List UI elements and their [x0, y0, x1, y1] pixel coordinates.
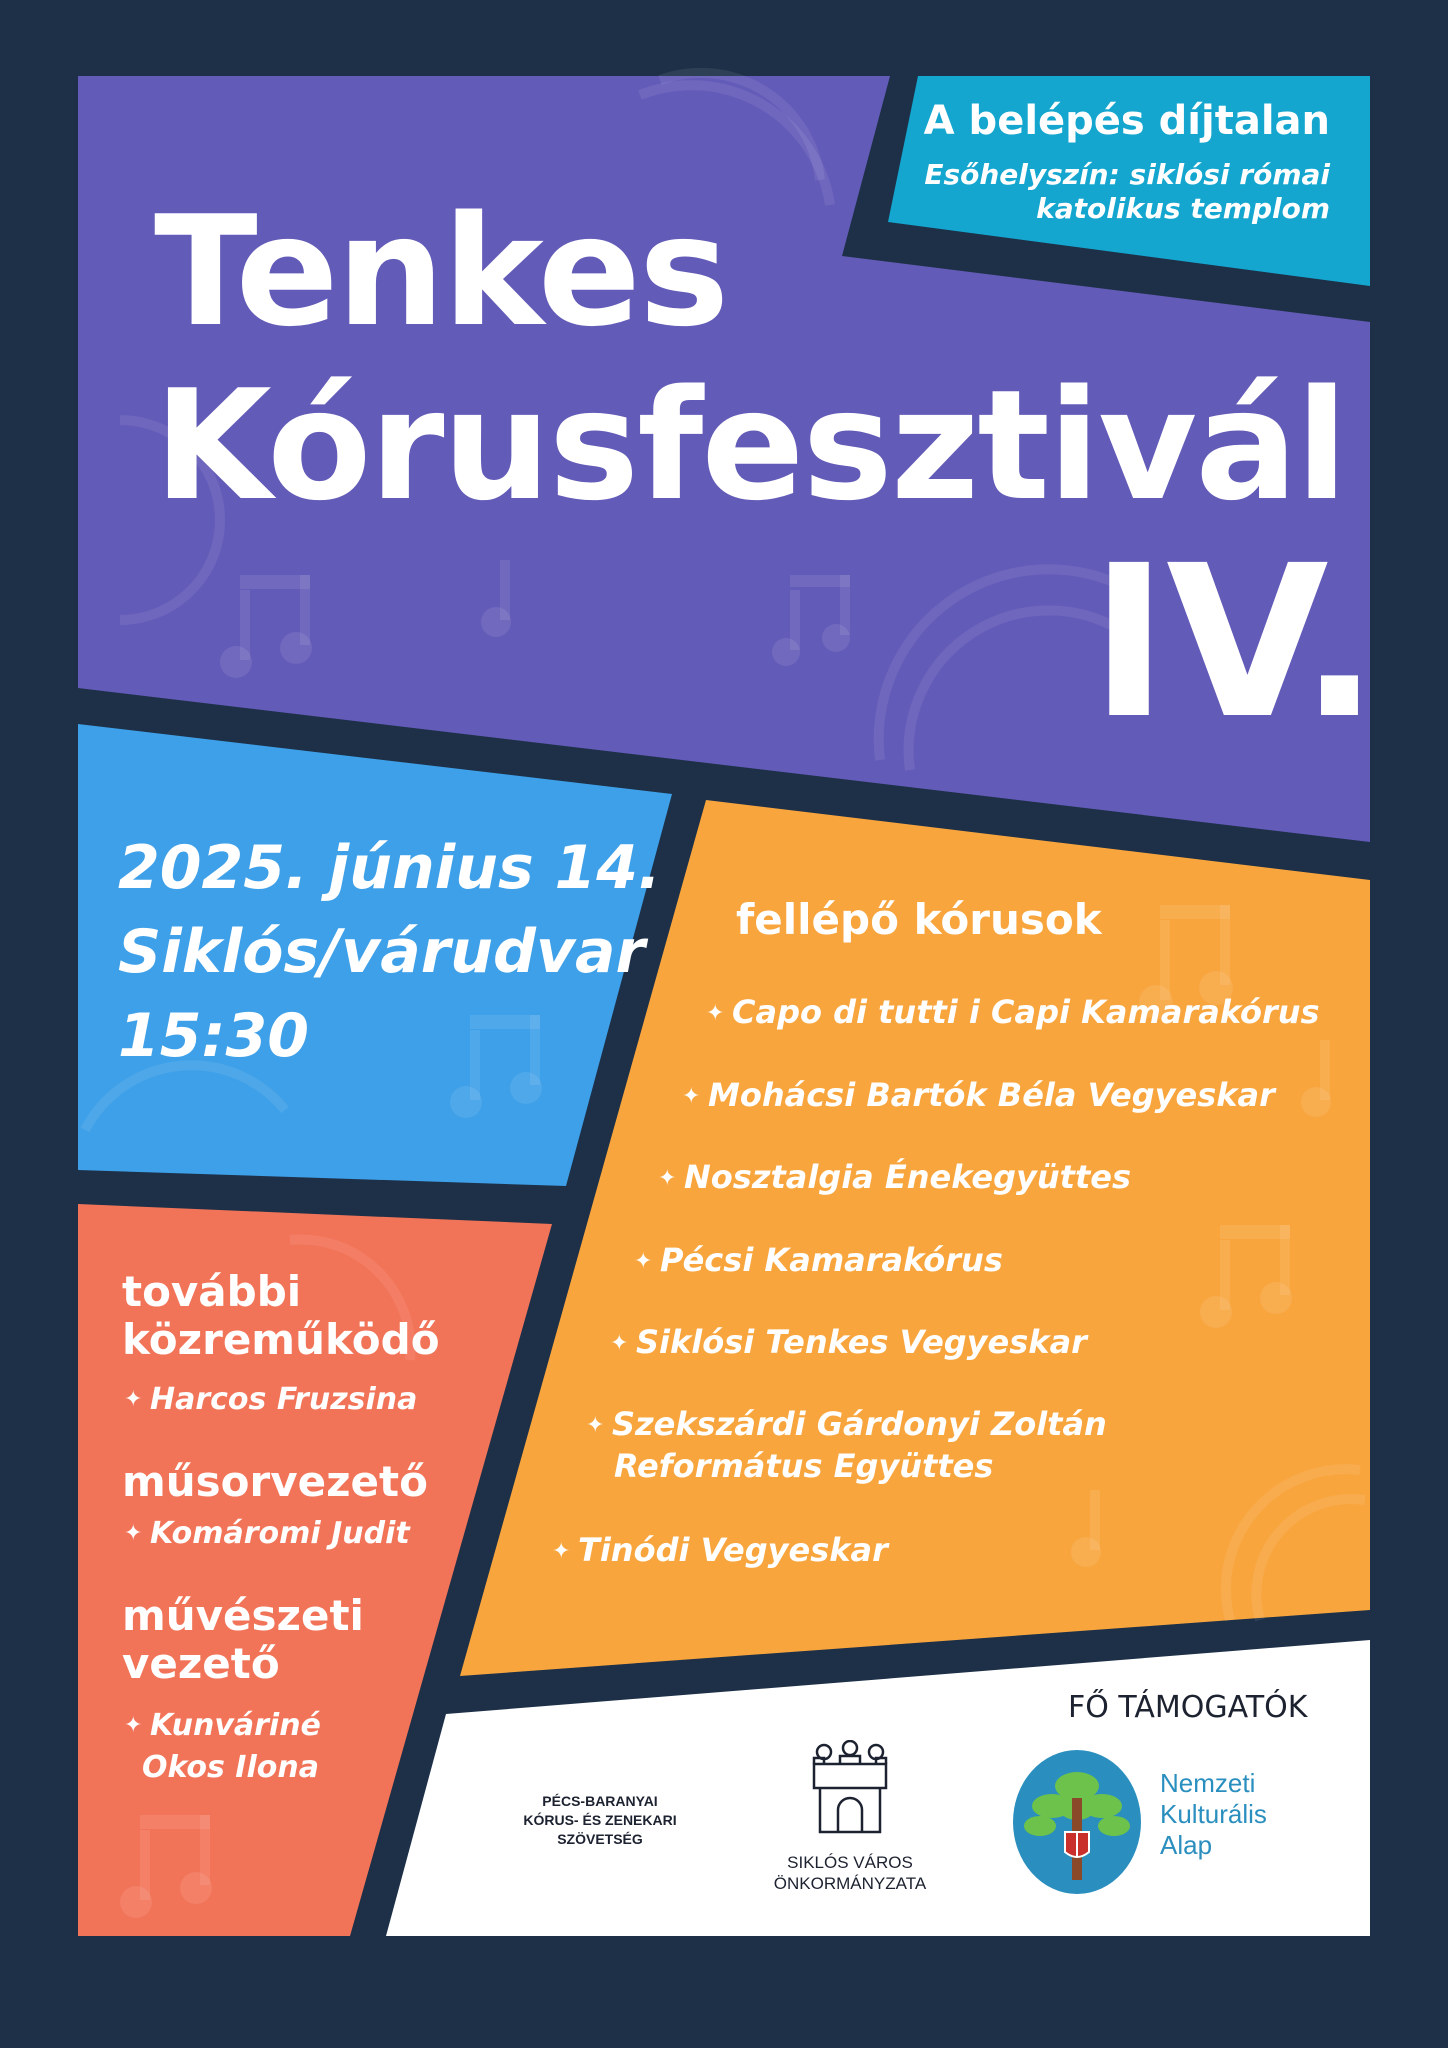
star-bullet-icon: ✦ [658, 1166, 677, 1191]
star-bullet-icon: ✦ [610, 1331, 629, 1356]
director-name-1: ✦ Kunváriné [124, 1706, 321, 1746]
star-bullet-icon: ✦ [124, 1387, 143, 1412]
list-item: ✦ Nosztalgia Énekegyüttes [658, 1157, 1131, 1199]
star-bullet-icon: ✦ [706, 1001, 725, 1026]
star-bullet-icon: ✦ [124, 1713, 143, 1738]
list-item: ✦ Mohácsi Bartók Béla Vegyeskar [682, 1075, 1275, 1117]
title-line-1: Tenkes [154, 183, 728, 360]
star-bullet-icon: ✦ [682, 1084, 701, 1109]
nka-logo-text: Nemzeti Kulturális Alap [1160, 1768, 1267, 1860]
event-date: 2025. június 14. [118, 833, 661, 903]
list-item: ✦ Pécsi Kamarakórus [634, 1240, 1003, 1282]
event-venue: Siklós/várudvar [118, 917, 646, 987]
list-item: ✦ Szekszárdi Gárdonyi Zoltán [586, 1404, 1107, 1446]
rain-venue-line-1: Esőhelyszín: siklósi római [924, 158, 1330, 191]
tree-emblem-icon [1010, 1748, 1144, 1896]
star-bullet-icon: ✦ [634, 1249, 653, 1274]
castle-tower-icon [806, 1740, 894, 1844]
director-heading-2: vezető [122, 1639, 280, 1688]
city-logo-text: SIKLÓS VÁROS ÖNKORMÁNYZATA [773, 1853, 927, 1893]
star-bullet-icon: ✦ [124, 1521, 143, 1546]
admission-headline: A belépés díjtalan [923, 98, 1330, 144]
list-item-continuation: Református Együttes [614, 1447, 994, 1485]
list-item: ✦ Capo di tutti i Capi Kamarakórus [706, 992, 1320, 1034]
additional-heading-2: közreműködő [122, 1315, 440, 1364]
host-heading: műsorvezető [122, 1457, 428, 1506]
list-item: ✦ Siklósi Tenkes Vegyeskar [610, 1322, 1087, 1364]
sponsors-heading: FŐ TÁMOGATÓK [1068, 1690, 1308, 1725]
event-time: 15:30 [118, 1001, 309, 1071]
rain-venue-line-2: katolikus templom [1036, 192, 1330, 225]
edition-label: IV. [1090, 520, 1378, 765]
additional-name: ✦ Harcos Fruzsina [124, 1380, 417, 1420]
director-heading-1: művészeti [122, 1591, 364, 1640]
host-name: ✦ Komáromi Judit [124, 1514, 410, 1554]
choirs-heading: fellépő kórusok [736, 895, 1102, 944]
director-name-2: Okos Ilona [142, 1750, 319, 1785]
star-bullet-icon: ✦ [552, 1539, 571, 1564]
title-line-2: Kórusfesztivál [154, 357, 1346, 534]
star-bullet-icon: ✦ [586, 1413, 605, 1438]
additional-heading-1: további [122, 1267, 302, 1316]
association-logo-text: PÉCS-BARANYAI KÓRUS- ÉS ZENEKARI SZÖVETSÉG [523, 1793, 677, 1847]
list-item: ✦ Tinódi Vegyeskar [552, 1530, 888, 1572]
